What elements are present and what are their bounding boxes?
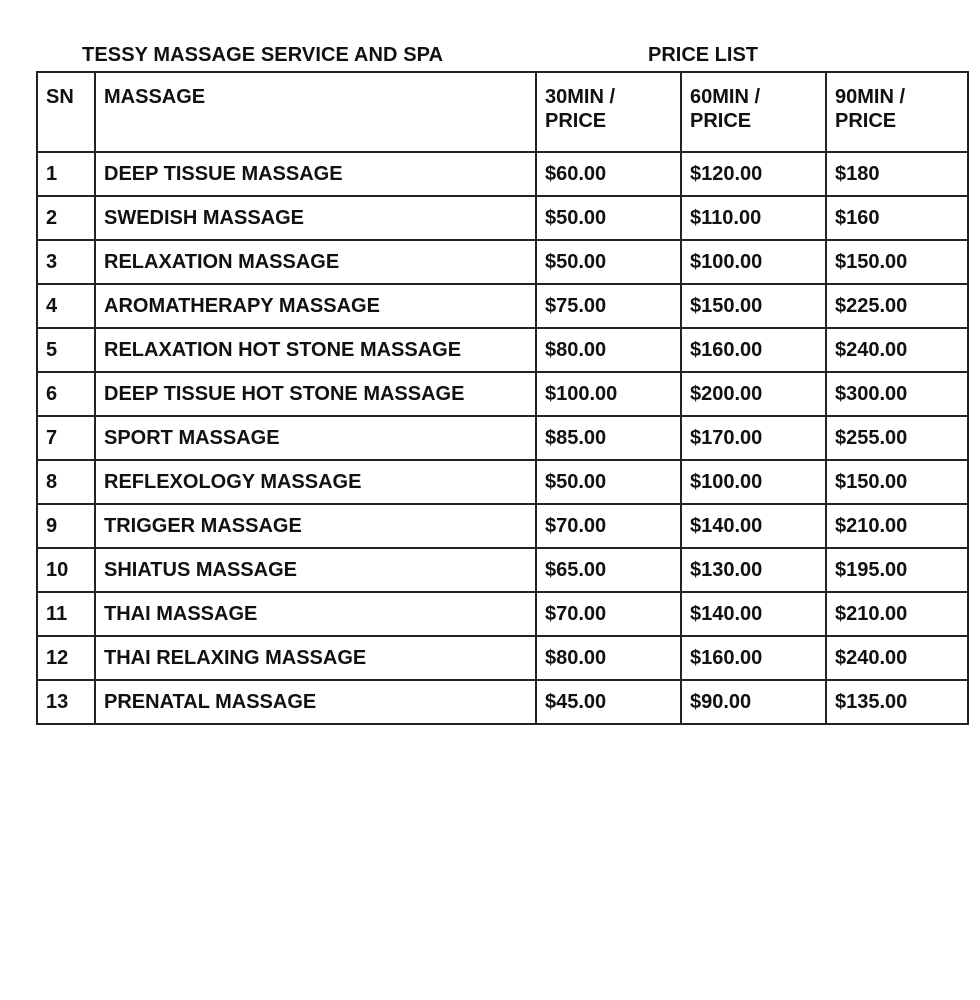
- row-price-90min-cell: $210.00: [826, 504, 968, 548]
- row-price-90min-cell: $225.00: [826, 284, 968, 328]
- row-sn-cell: 4: [37, 284, 95, 328]
- row-sn-cell: 9: [37, 504, 95, 548]
- row-price-90min-cell: $135.00: [826, 680, 968, 724]
- row-price-60min-cell: $130.00: [681, 548, 826, 592]
- column-header-30min-line1: 30MIN /: [545, 86, 616, 108]
- table-row: [37, 548, 968, 592]
- table-row: [37, 152, 968, 196]
- row-price-60min-cell: $160.00: [681, 636, 826, 680]
- table-row: [37, 328, 968, 372]
- row-price-90min-cell: $240.00: [826, 328, 968, 372]
- row-massage-name-cell: SHIATUS MASSAGE: [95, 548, 536, 592]
- row-sn-cell: 3: [37, 240, 95, 284]
- row-price-90min-cell: $160: [826, 196, 968, 240]
- row-massage-name-cell: SWEDISH MASSAGE: [95, 196, 536, 240]
- row-price-90min-cell: $150.00: [826, 460, 968, 504]
- column-header-60min-line2: PRICE: [690, 110, 752, 132]
- row-massage-name-cell: TRIGGER MASSAGE: [95, 504, 536, 548]
- column-header-massage: [95, 72, 536, 152]
- table-row: [37, 636, 968, 680]
- row-price-90min-cell: $195.00: [826, 548, 968, 592]
- row-price-30min-cell: $70.00: [536, 592, 681, 636]
- row-price-90min-cell: $255.00: [826, 416, 968, 460]
- column-header-sn: [37, 72, 95, 152]
- row-price-60min-cell: $150.00: [681, 284, 826, 328]
- row-price-60min-cell: $100.00: [681, 460, 826, 504]
- row-sn-cell: 5: [37, 328, 95, 372]
- row-price-60min-cell: $100.00: [681, 240, 826, 284]
- row-sn-cell: 7: [37, 416, 95, 460]
- row-price-30min-cell: $80.00: [536, 328, 681, 372]
- header-row: [37, 72, 968, 152]
- table-row: [37, 504, 968, 548]
- row-price-30min-cell: $85.00: [536, 416, 681, 460]
- column-header-90min: [826, 72, 968, 152]
- column-header-30min: [536, 72, 681, 152]
- row-price-60min-cell: $200.00: [681, 372, 826, 416]
- row-price-30min-cell: $80.00: [536, 636, 681, 680]
- table-row: [37, 460, 968, 504]
- row-massage-name-cell: RELAXATION HOT STONE MASSAGE: [95, 328, 536, 372]
- row-price-60min-cell: $160.00: [681, 328, 826, 372]
- row-massage-name-cell: AROMATHERAPY MASSAGE: [95, 284, 536, 328]
- row-price-30min-cell: $50.00: [536, 196, 681, 240]
- row-massage-name-cell: THAI MASSAGE: [95, 592, 536, 636]
- row-price-30min-cell: $100.00: [536, 372, 681, 416]
- column-header-30min-line2: PRICE: [545, 110, 607, 132]
- row-price-60min-cell: $120.00: [681, 152, 826, 196]
- row-massage-name-cell: SPORT MASSAGE: [95, 416, 536, 460]
- row-massage-name-cell: RELAXATION MASSAGE: [95, 240, 536, 284]
- column-header-60min: [681, 72, 826, 152]
- row-massage-name-cell: DEEP TISSUE MASSAGE: [95, 152, 536, 196]
- column-header-massage-label: MASSAGE: [104, 86, 206, 108]
- row-massage-name-cell: PRENATAL MASSAGE: [95, 680, 536, 724]
- row-sn-cell: 13: [37, 680, 95, 724]
- column-header-90min-line1: 90MIN /: [835, 86, 906, 108]
- row-price-30min-cell: $50.00: [536, 240, 681, 284]
- row-sn-cell: 10: [37, 548, 95, 592]
- table-row: [37, 416, 968, 460]
- business-name: TESSY MASSAGE SERVICE AND SPA: [82, 44, 444, 66]
- row-sn-cell: 2: [37, 196, 95, 240]
- row-massage-name-cell: DEEP TISSUE HOT STONE MASSAGE: [95, 372, 536, 416]
- row-price-60min-cell: $140.00: [681, 592, 826, 636]
- row-sn-cell: 6: [37, 372, 95, 416]
- row-price-30min-cell: $65.00: [536, 548, 681, 592]
- table-row: [37, 284, 968, 328]
- row-price-60min-cell: $110.00: [681, 196, 826, 240]
- document-header: [0, 44, 980, 70]
- row-price-30min-cell: $60.00: [536, 152, 681, 196]
- row-sn-cell: 12: [37, 636, 95, 680]
- row-price-60min-cell: $170.00: [681, 416, 826, 460]
- row-massage-name-cell: THAI RELAXING MASSAGE: [95, 636, 536, 680]
- table-row: [37, 240, 968, 284]
- row-sn-cell: 8: [37, 460, 95, 504]
- row-price-60min-cell: $90.00: [681, 680, 826, 724]
- column-header-60min-line1: 60MIN /: [690, 86, 761, 108]
- row-price-30min-cell: $75.00: [536, 284, 681, 328]
- row-price-90min-cell: $300.00: [826, 372, 968, 416]
- price-list-title: PRICE LIST: [648, 44, 759, 66]
- row-price-30min-cell: $70.00: [536, 504, 681, 548]
- row-price-30min-cell: $50.00: [536, 460, 681, 504]
- row-price-30min-cell: $45.00: [536, 680, 681, 724]
- row-price-90min-cell: $210.00: [826, 592, 968, 636]
- table-row: [37, 592, 968, 636]
- column-header-90min-line2: PRICE: [835, 110, 897, 132]
- table-header: [37, 72, 968, 152]
- row-sn-cell: 11: [37, 592, 95, 636]
- table-row: [37, 372, 968, 416]
- table-row: [37, 680, 968, 724]
- row-price-60min-cell: $140.00: [681, 504, 826, 548]
- column-header-sn-label: SN: [46, 86, 74, 108]
- row-price-90min-cell: $150.00: [826, 240, 968, 284]
- row-massage-name-cell: REFLEXOLOGY MASSAGE: [95, 460, 536, 504]
- table-row: [37, 196, 968, 240]
- row-price-90min-cell: $240.00: [826, 636, 968, 680]
- table-body: [37, 152, 968, 724]
- price-table: [36, 71, 969, 725]
- row-sn-cell: 1: [37, 152, 95, 196]
- row-price-90min-cell: $180: [826, 152, 968, 196]
